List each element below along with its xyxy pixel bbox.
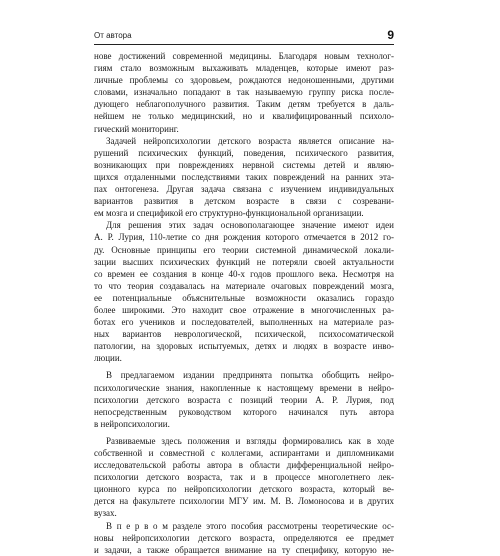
text-line: то что теория создавалась на материале очаговых повреждений мозга, [94, 280, 394, 291]
text-line: ционного курса по нейропсихологии детского возраста, который ве- [94, 484, 394, 495]
running-header [94, 28, 394, 45]
text-line: личные проблемы со здоровьем, рождаются недоношенными, другими [94, 75, 394, 86]
text-line: зации высших психических функций не потеряли своей актуальности [94, 256, 394, 267]
text-line: ных вариантов неврологической, психической, психосоматической [94, 329, 394, 340]
text-line: психологии детского возраста с позиций теории А. Р. Лурия, под [94, 394, 394, 405]
text-line: новы нейропсихологии детского возраста, определяются ее предмет [94, 532, 394, 543]
text-line: А. Р. Лурия, 110-летие со дня рождения которого отмечается в 2012 го- [94, 232, 394, 243]
text-line: дется на факультете психологии МГУ им. М. В. Ломоносова и в других [94, 496, 394, 507]
text-line: ботах его учеников и последователей, выполненных на материале раз- [94, 317, 394, 328]
text-line: пах онтогенеза. Другая задача связана с изучением индивидуальных [94, 184, 394, 195]
paragraph [94, 520, 394, 556]
text-line: Развиваемые здесь положения и взгляды формировались как в ходе [106, 435, 394, 446]
text-line: дующего неблагополучного развития. Таким детям требуется в даль- [94, 99, 394, 110]
paragraph [94, 219, 394, 364]
paragraph [94, 435, 394, 520]
text-line: вариантов развития в детском возрасте в связи с созревани- [94, 196, 394, 207]
text-line: словами, изначально попадают в так называемую группу риска после- [94, 87, 394, 98]
text-line: ее потенциальные объяснительные возможности оказались гораздо [94, 292, 394, 303]
text-line: патологии, на здоровых испытуемых, детях и людях в возрасте инво- [94, 341, 394, 352]
paragraph [94, 369, 394, 429]
text-line: Задачей нейропсихологии детского возраста является описание на- [106, 135, 394, 146]
text-line: гический мониторинг. [94, 123, 179, 134]
text-line: гиям стало возможным выхаживать младенцев, которые имеют раз- [94, 63, 394, 74]
text-line: психологии детского возраста, так и в процессе многолетнего лек- [94, 472, 394, 483]
text-line: в нейропсихологии. [94, 418, 170, 429]
text-line: ем мозга и спецификой его структурно-функциональной организации. [94, 208, 364, 219]
text-line: В предлагаемом издании предпринята попытка обобщить нейро- [106, 370, 394, 381]
text-line: щихся отдаленными последствиями таких повреждений на ранних эта- [94, 171, 394, 182]
text-line: В п е р в о м разделе этого пособия рассмотрены теоретические ос- [106, 520, 394, 531]
paragraph [94, 50, 394, 135]
text-line: исследовательской работы автора в области дифференциальной нейро- [94, 460, 394, 471]
page-body [94, 50, 394, 556]
text-line: и задачи, а также обращается внимание на ту специфику, которую не- [94, 544, 394, 555]
text-line: возникающих при повреждениях нервной системы детей и являю- [94, 159, 394, 170]
header-rule [94, 44, 394, 45]
text-line: нове достижений современной медицины. Благодаря новым технолог- [94, 51, 394, 61]
text-line: психологические знания, накопленные к настоящему времени в нейро- [94, 382, 394, 393]
text-line: рушений психических функций, поведения, психического развития, [94, 147, 394, 158]
paragraph [94, 135, 394, 220]
text-line: ду. Основные принципы его теории системной динамической локали- [94, 244, 394, 255]
text-line: со времен ее создания в конце 40-х годов прошлого века. Несмотря на [94, 268, 394, 279]
text-line: Для решения этих задач основополагающее значение имеют идеи [106, 220, 394, 231]
text-line: более широкими. Это находит свое отражение в многочисленных ра- [94, 304, 394, 315]
text-line: вузах. [94, 508, 117, 519]
text-line: непосредственным руководством которого начинался путь автора [94, 406, 394, 417]
text-line: люции. [94, 353, 122, 364]
text-line: нейшем не только медицинский, но и квалифицированный психоло- [94, 111, 394, 122]
page-number: 9 [387, 28, 394, 42]
text-line: собственной и совместной с коллегами, аспирантами и дипломниками [94, 448, 394, 458]
section-title: От автора [94, 31, 132, 40]
